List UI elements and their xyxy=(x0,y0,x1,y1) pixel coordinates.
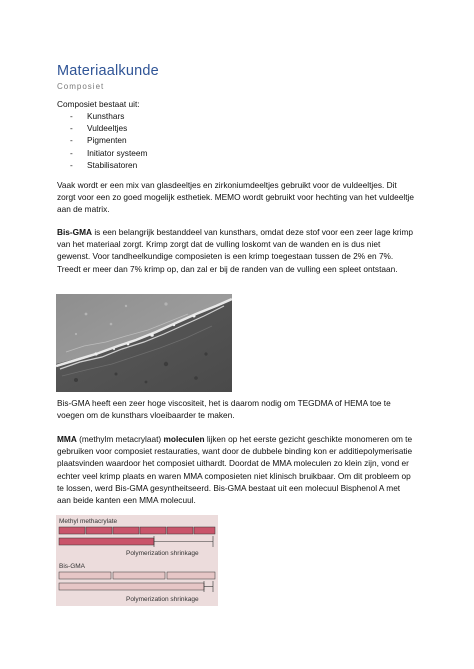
document-subtitle: Composiet xyxy=(57,82,105,91)
paragraph-mma-text: lijken op het eerste gezicht geschikte monomeren om te gebruiken voor composiet restauraties, want door de dubbele binding kon er additiepolymerisatie plaatsvinden waardoor het composiet uithardt. Doordat de MMA moleculen zo klein zijn, vond er echter veel krimp plaats en waren MMA composieten niet klinisch bruikbaar. Om dit probleem op te lossen, werd Bis-GMA gesyntheitseerd. Bis-GMA bestaat uit een molecuul Bisphenol A met aan beide kanten een MMA molecuul. xyxy=(57,434,413,506)
list-item: - Pigmenten xyxy=(70,134,147,146)
list-item: - Stabilisatoren xyxy=(70,159,147,171)
list-item: - Vuldeeltjes xyxy=(70,122,147,134)
bisgma-polymer-bar xyxy=(59,583,204,590)
label-shrinkage-mma: Polymerization shrinkage xyxy=(126,550,199,557)
mma-polymer-bar xyxy=(59,538,154,545)
paragraph-fillers: Vaak wordt er een mix van glasdeeltjes en zirkoniumdeeltjes gebruikt voor de vuldeeltjes. Dit zorgt voor een zo goed mogelijk esthetiek. MEMO wordt gebruikt voor hechting van het vuldeeltje aan de matrix. xyxy=(57,180,414,215)
label-shrinkage-bisgma: Polymerization shrinkage xyxy=(126,596,199,603)
sem-micrograph-image xyxy=(56,294,232,392)
intro-text: Composiet bestaat uit: xyxy=(57,99,140,109)
mma-blocks xyxy=(59,527,215,534)
term-mma: MMA xyxy=(57,434,77,444)
term-moleculen: moleculen xyxy=(163,434,205,444)
bisgma-blocks xyxy=(59,572,215,579)
paragraph-bisgma xyxy=(57,226,415,275)
document-title: Materiaalkunde xyxy=(57,63,159,79)
label-bis-gma: Bis-GMA xyxy=(59,563,85,570)
shrinkage-diagram xyxy=(56,515,218,606)
term-bisgma: Bis-GMA xyxy=(57,227,93,237)
term-mma-expansion: (methylm metacrylaat) xyxy=(76,434,164,444)
micrograph-drawing xyxy=(56,294,232,392)
label-methyl-methacrylate: Methyl methacrylate xyxy=(59,518,118,525)
paragraph-bisgma-text: is een belangrijk bestanddeel van kunsthars, omdat deze stof voor een zeer lage krimp van het materiaal zorgt. Krimp zorgt dat de vulling loskomt van de wanden en is dus niet gewenst. Voor tandheelkundige composieten is een krimp toegestaan tussen de 2% en 7%. Treedt er meer dan 7% krimp op, dan zal er bij de randen van de vulling een spleet ontstaan. xyxy=(57,227,414,274)
list-item: - Kunsthars xyxy=(70,110,147,122)
list-item: - Initiator systeem xyxy=(70,147,147,159)
paragraph-viscosity: Bis-GMA heeft een zeer hoge viscositeit, het is daarom nodig om TEGDMA of HEMA toe te voegen om de kunsthars vloeibaarder te maken. xyxy=(57,398,391,421)
shrinkage-diagram-svg xyxy=(56,515,218,606)
components-list xyxy=(70,110,147,171)
paragraph-mma xyxy=(57,433,415,506)
